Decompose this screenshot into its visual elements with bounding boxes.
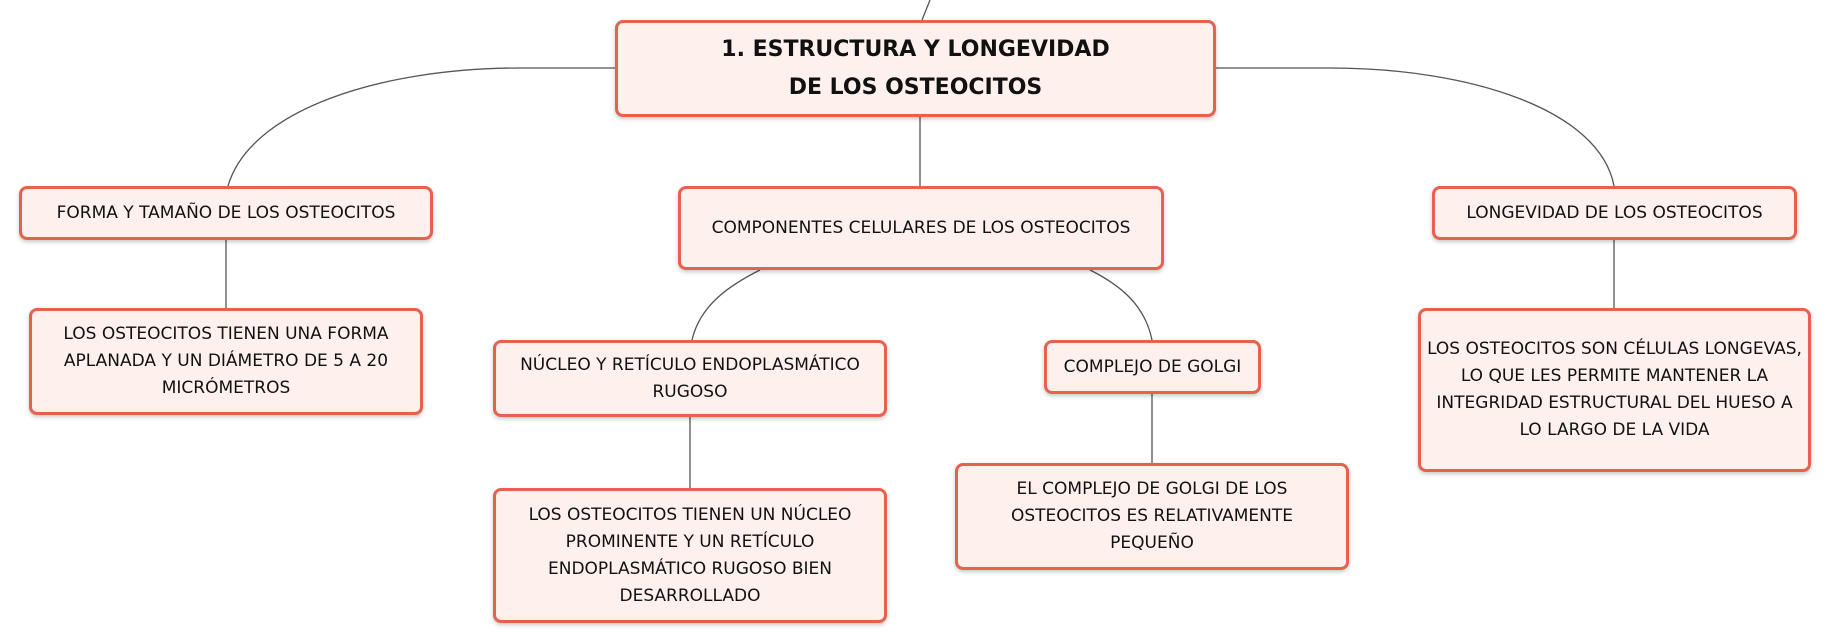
- subbranch-node-nucleo-reticulo[interactable]: NÚCLEO Y RETÍCULO ENDOPLASMÁTICO RUGOSO: [493, 340, 887, 417]
- detail-node-nucleo-reticulo[interactable]: LOS OSTEOCITOS TIENEN UN NÚCLEO PROMINENTE Y UN RETÍCULO ENDOPLASMÁTICO RUGOSO BIEN DESARROLLADO: [493, 488, 887, 623]
- branch-node-longevidad[interactable]: LONGEVIDAD DE LOS OSTEOCITOS: [1432, 186, 1797, 240]
- branch-node-componentes-celulares[interactable]: COMPONENTES CELULARES DE LOS OSTEOCITOS: [678, 186, 1164, 270]
- link-root-longevidad: [1216, 68, 1614, 186]
- detail-node-longevidad[interactable]: LOS OSTEOCITOS SON CÉLULAS LONGEVAS, LO QUE LES PERMITE MANTENER LA INTEGRIDAD ESTRUCTURAL DEL HUESO A LO LARGO DE LA VIDA: [1418, 308, 1811, 472]
- link-componentes-golgi: [1090, 270, 1152, 340]
- link-root-parent: [922, 0, 930, 20]
- link-componentes-nucleo: [692, 270, 760, 340]
- root-node-title[interactable]: 1. ESTRUCTURA Y LONGEVIDAD DE LOS OSTEOCITOS: [615, 20, 1216, 117]
- branch-node-forma-tamano[interactable]: FORMA Y TAMAÑO DE LOS OSTEOCITOS: [19, 186, 433, 240]
- subbranch-node-complejo-golgi[interactable]: COMPLEJO DE GOLGI: [1044, 340, 1261, 394]
- detail-node-forma-tamano[interactable]: LOS OSTEOCITOS TIENEN UNA FORMA APLANADA Y UN DIÁMETRO DE 5 A 20 MICRÓMETROS: [29, 308, 423, 415]
- detail-node-complejo-golgi[interactable]: EL COMPLEJO DE GOLGI DE LOS OSTEOCITOS ES RELATIVAMENTE PEQUEÑO: [955, 463, 1349, 570]
- link-root-forma: [228, 68, 616, 186]
